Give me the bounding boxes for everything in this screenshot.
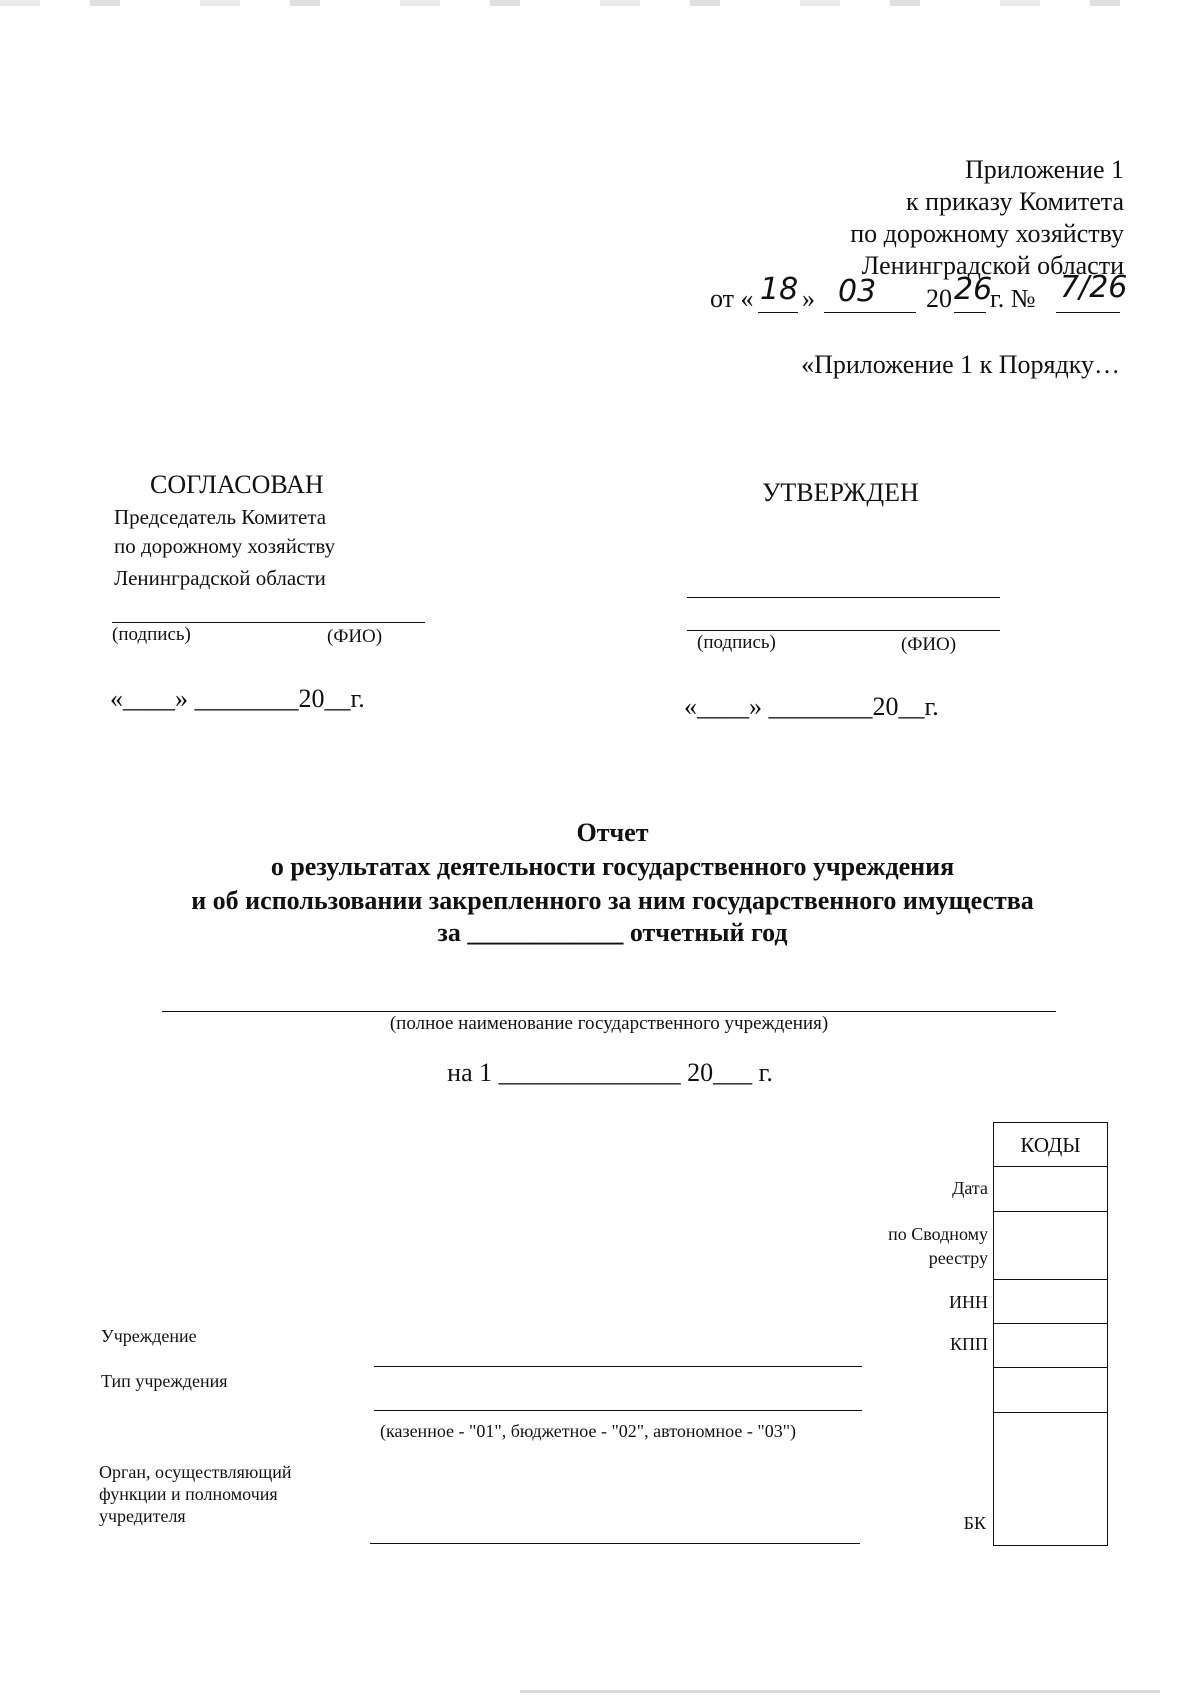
agreed-line-1: Председатель Комитета [114, 505, 327, 529]
appendix-line-1: Приложение 1 [964, 155, 1124, 184]
codes-row-bk [994, 1412, 1107, 1413]
scan-bottom-mark [520, 1690, 1160, 1693]
order-date-line [710, 270, 1160, 322]
founder-label-line-1: Орган, осуществляющий [99, 1462, 292, 1482]
handwritten-year: 26 [954, 272, 993, 307]
as-of-date: на 1 ______________ 20___ г. [447, 1058, 773, 1087]
handwritten-month: 03 [838, 274, 877, 309]
agreed-line-3: Ленинградской области [114, 566, 326, 590]
codes-row-date [994, 1166, 1107, 1167]
codes-label-bk: БК [963, 1513, 986, 1533]
founder-line [370, 1543, 860, 1544]
report-title: Отчет [576, 818, 649, 847]
agreed-fio-label: (ФИО) [327, 626, 383, 647]
date-prefix: от « [710, 284, 754, 313]
agreed-sign-label: (подпись) [112, 624, 191, 645]
appendix-line-3: по дорожному хозяйству [850, 219, 1124, 248]
report-title-line-3: за ____________ отчетный год [437, 918, 788, 947]
founder-label [99, 1461, 291, 1527]
handwritten-day: 18 [760, 272, 799, 307]
approved-line-1 [687, 597, 1000, 598]
codes-label-inn: ИНН [949, 1292, 988, 1312]
agreed-signature-line [112, 622, 425, 623]
year-prefix: 20 [926, 284, 952, 313]
institution-type-label: Тип учреждения [101, 1371, 228, 1391]
institution-type-line [374, 1410, 862, 1411]
founder-label-line-3: учредителя [99, 1506, 186, 1526]
codes-row-registry [994, 1211, 1107, 1212]
procedure-ref: «Приложение 1 к Порядку… [801, 350, 1120, 379]
codes-label-registry-1: по Сводному [888, 1224, 988, 1244]
codes-label-date: Дата [952, 1178, 988, 1198]
approved-title: УТВЕРЖДЕН [762, 478, 919, 507]
codes-row-kpp [994, 1323, 1107, 1324]
institution-line [374, 1366, 862, 1367]
appendix-line-2: к приказу Комитета [905, 187, 1124, 216]
codes-row-type [994, 1367, 1107, 1368]
approved-date: «____» ________20__г. [684, 692, 939, 721]
org-name-caption: (полное наименование государственного учреждения) [389, 1013, 829, 1034]
codes-label-registry-2: реестру [928, 1248, 988, 1268]
codes-header: КОДЫ [1020, 1133, 1081, 1157]
agreed-line-2: по дорожному хозяйству [114, 534, 336, 558]
scan-edge-artifact [0, 0, 1200, 6]
approved-fio-label: (ФИО) [901, 634, 957, 655]
institution-label: Учреждение [101, 1326, 197, 1346]
approved-signature-line [687, 630, 1000, 631]
appendix-line-4: Ленинградской области [861, 251, 1124, 280]
codes-row-inn [994, 1279, 1107, 1280]
org-name-line [162, 1011, 1056, 1012]
codes-label-kpp: КПП [949, 1334, 988, 1354]
report-title-line-2: и об использовании закрепленного за ним государственного имущества [191, 886, 1034, 915]
approved-sign-label: (подпись) [697, 632, 776, 653]
day-close: » [802, 284, 815, 313]
number-prefix: г. № [990, 284, 1036, 313]
founder-label-line-2: функции и полномочия [99, 1484, 278, 1504]
appendix-block [624, 154, 1124, 282]
report-title-line-1: о результатах деятельности государственного учреждения [270, 852, 955, 881]
institution-type-caption: (казенное - "01", бюджетное - "02", автономное - "03") [380, 1421, 797, 1441]
agreed-position [114, 503, 335, 593]
agreed-title: СОГЛАСОВАН [150, 470, 324, 499]
agreed-date: «____» ________20__г. [110, 684, 365, 713]
codes-table [993, 1122, 1108, 1546]
handwritten-number: 7/26 [1060, 270, 1128, 305]
